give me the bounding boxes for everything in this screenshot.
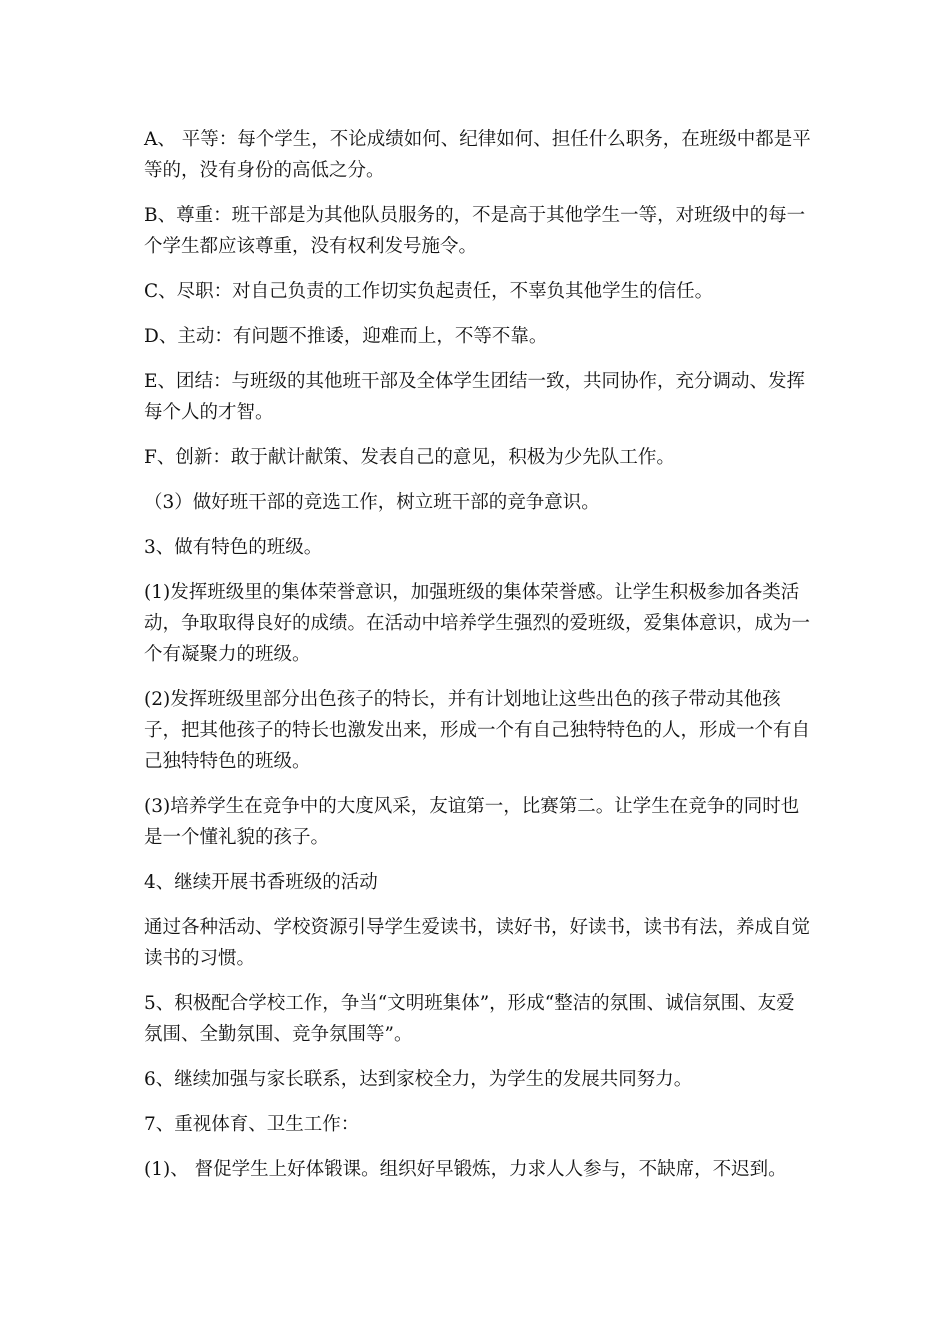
- paragraph-3-2: (2)发挥班级里部分出色孩子的特长，并有计划地让这些出色的孩子带动其他孩子，把其他孩子的特长也激发出来，形成一个有自己独特特色的人，形成一个有自己独特特色的班级。: [144, 689, 811, 772]
- heading-section-4: 4、继续开展书香班级的活动: [144, 872, 378, 893]
- paragraph-section-5: 5、积极配合学校工作，争当“文明班集体”，形成“整洁的氛围、诚信氛围、友爱氛围、全勤氛围、竞争氛围等”。: [144, 993, 795, 1045]
- heading-section-3: 3、做有特色的班级。: [144, 537, 323, 558]
- heading-section-7: 7、重视体育、卫生工作：: [144, 1114, 360, 1135]
- paragraph-3-1: (1)发挥班级里的集体荣誉意识，加强班级的集体荣誉感。让学生积极参加各类活动，争取取得良好的成绩。在活动中培养学生强烈的爱班级，爱集体意识，成为一个有凝聚力的班级。: [144, 582, 811, 665]
- paragraph-4-reading: 通过各种活动、学校资源引导学生爱读书，读好书，好读书，读书有法，养成自觉读书的习惯。: [144, 917, 811, 969]
- paragraph-d-initiative: D、主动：有问题不推诿，迎难而上，不等不靠。: [144, 326, 548, 347]
- paragraph-section-6: 6、继续加强与家长联系，达到家校全力，为学生的发展共同努力。: [144, 1069, 693, 1090]
- document-body: [144, 124, 812, 1199]
- paragraph-a-equality: A、 平等：每个学生，不论成绩如何、纪律如何、担任什么职务，在班级中都是平等的，没有身份的高低之分。: [144, 129, 811, 181]
- paragraph-f-innovation: F、创新：敢于献计献策、发表自己的意见，积极为少先队工作。: [144, 447, 675, 468]
- paragraph-cadre-election: （3）做好班干部的竞选工作，树立班干部的竞争意识。: [144, 492, 600, 513]
- paragraph-7-1: (1)、 督促学生上好体锻课。组织好早锻炼，力求人人参与，不缺席，不迟到。: [144, 1159, 787, 1180]
- paragraph-e-unity: E、团结：与班级的其他班干部及全体学生团结一致，共同协作，充分调动、发挥每个人的才智。: [144, 371, 806, 423]
- paragraph-c-duty: C、尽职：对自己负责的工作切实负起责任，不辜负其他学生的信任。: [144, 281, 714, 302]
- paragraph-b-respect: B、尊重：班干部是为其他队员服务的，不是高于其他学生一等，对班级中的每一个学生都应该尊重，没有权利发号施令。: [144, 205, 806, 257]
- paragraph-3-3: (3)培养学生在竞争中的大度风采，友谊第一，比赛第二。让学生在竞争的同时也是一个懂礼貌的孩子。: [144, 796, 800, 848]
